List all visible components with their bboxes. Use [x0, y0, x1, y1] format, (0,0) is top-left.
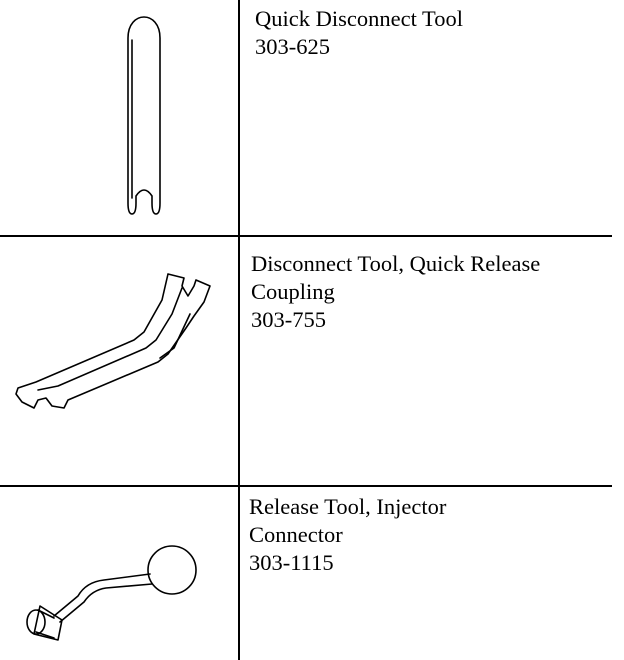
row-divider: [0, 485, 612, 487]
tool-name-line: Disconnect Tool, Quick Release: [251, 251, 541, 276]
tool-description: [255, 5, 463, 61]
tool-description: [249, 493, 446, 577]
quick-disconnect-tool-icon: [118, 8, 178, 223]
tool-part-number: 303-755: [251, 307, 326, 332]
row-divider: [0, 235, 612, 237]
tool-name-line: Release Tool, Injector: [249, 494, 447, 519]
tool-name-line: Quick Disconnect Tool: [255, 6, 463, 31]
column-divider: [238, 0, 240, 660]
injector-connector-release-tool-icon: [14, 540, 214, 650]
tool-part-number: 303-1115: [249, 550, 334, 575]
quick-release-coupling-tool-icon: [8, 266, 223, 426]
tool-name-line: Coupling: [251, 279, 335, 304]
tool-description: [251, 250, 540, 334]
tool-name-line: Connector: [249, 522, 343, 547]
tool-part-number: 303-625: [255, 34, 330, 59]
